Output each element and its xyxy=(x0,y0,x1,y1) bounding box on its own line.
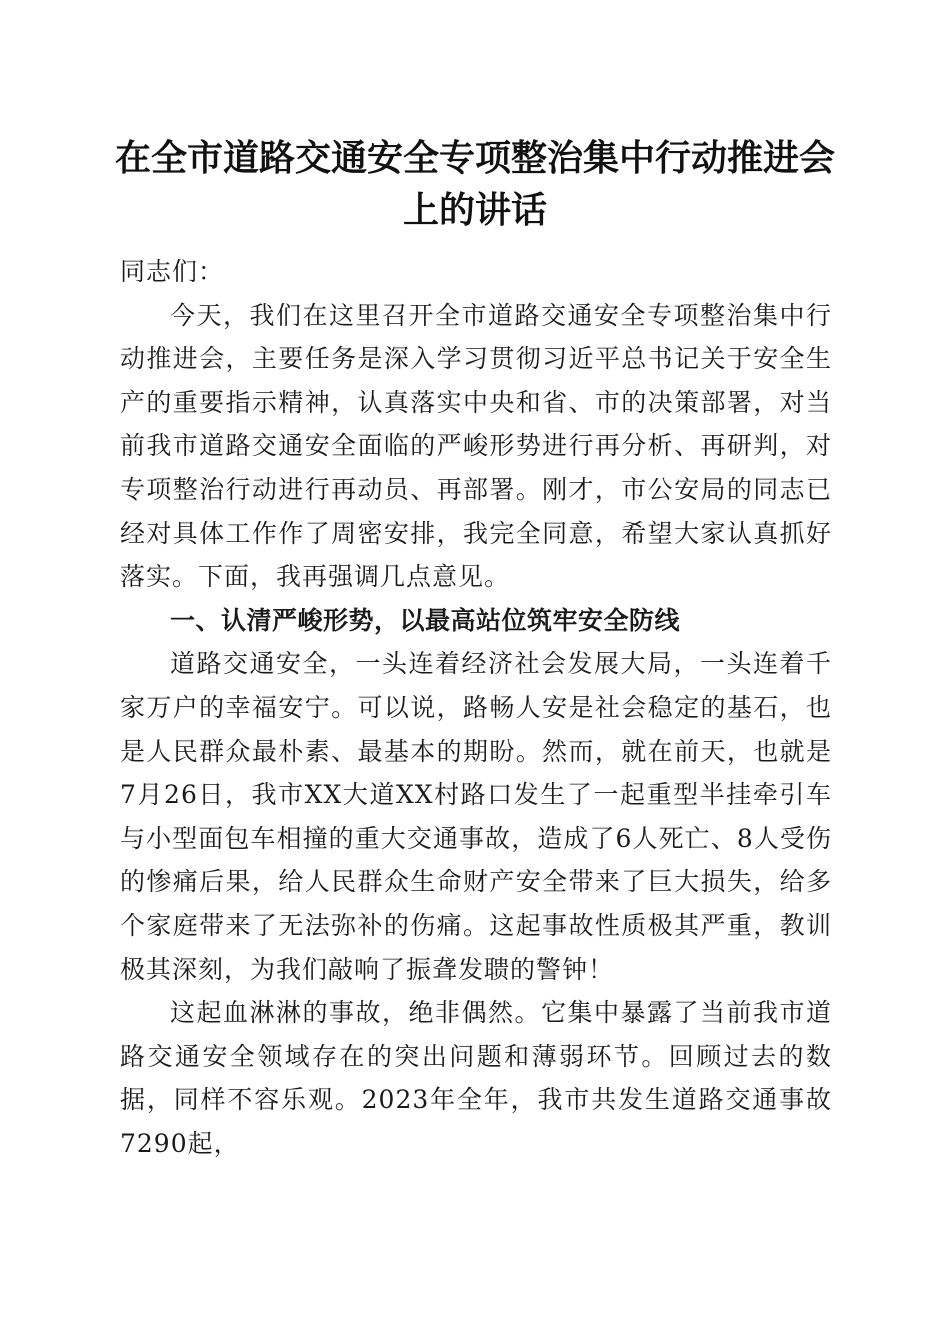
section-heading-1: 一、认清严峻形势，以最高站位筑牢安全防线 xyxy=(170,605,681,635)
section-1-paragraph: 这起血淋淋的事故，绝非偶然。它集中暴露了当前我市道路交通安全领域存在的突出问题和薄弱环节。回顾过去的数据，同样不容乐观。2023年全年，我市共发生道路交通事故7290起， xyxy=(120,998,832,1158)
section-1-paragraph: 道路交通安全，一头连着经济社会发展大局，一头连着千家万户的幸福安宁。可以说，路畅人安是社会稳定的基石，也是人民群众最朴素、最基本的期盼。然而，就在前天，也就是7月26日，我市XX大道XX村路口发生了一起重型半挂牵引车与小型面包车相撞的重大交通事故，造成了6人死亡、8人受伤的惨痛后果，给人民群众生命财产安全带来了巨大损失，给多个家庭带来了无法弥补的伤痛。这起事故性质极其严重，教训极其深刻，为我们敲响了振聋发聩的警钟！ xyxy=(120,649,832,984)
document-body xyxy=(120,250,832,1165)
document-title: 在全市道路交通安全专项整治集中行动推进会上的讲话 xyxy=(114,137,835,231)
salutation: 同志们： xyxy=(120,257,225,286)
intro-paragraph: 今天，我们在这里召开全市道路交通安全专项整治集中行动推进会，主要任务是深入学习贯彻习近平总书记关于安全生产的重要指示精神，认真落实中央和省、市的决策部署，对当前我市道路交通安全面临的严峻形势进行再分析、再研判，对专项整治行动进行再动员、再部署。刚才，市公安局的同志已经对具体工作作了周密安排，我完全同意，希望大家认真抓好落实。下面，我再强调几点意见。 xyxy=(120,300,832,592)
